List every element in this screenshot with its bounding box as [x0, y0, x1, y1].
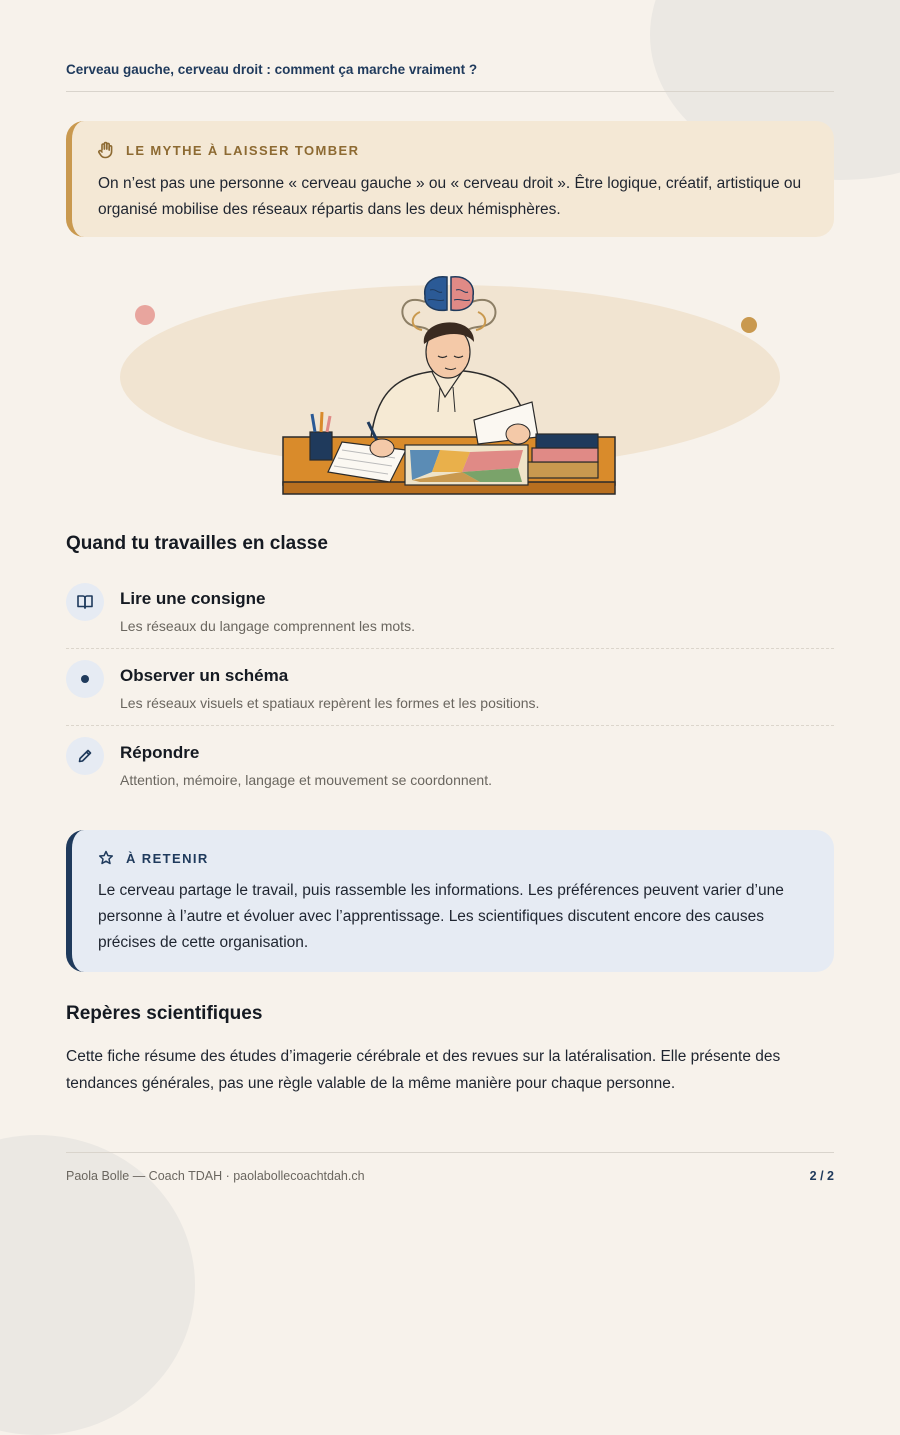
list-item [66, 660, 834, 737]
list-item [66, 583, 834, 660]
dot-icon [66, 660, 104, 698]
book-icon [66, 583, 104, 621]
page-header [66, 62, 834, 77]
list-item [66, 737, 834, 814]
hand-icon [98, 141, 114, 159]
header-divider [66, 91, 834, 92]
item-title: Lire une consigne [120, 589, 266, 608]
item-divider [66, 725, 834, 726]
footer-divider [66, 1152, 834, 1153]
item-description: Les réseaux visuels et spatiaux repèrent les formes et les positions. [120, 695, 540, 711]
page-title: Cerveau gauche, cerveau droit : comment ça marche vraiment ? [66, 62, 478, 77]
student-illustration [120, 272, 780, 502]
retain-callout [66, 830, 834, 972]
myth-callout [66, 121, 834, 237]
item-description: Les réseaux du langage comprennent les mots. [120, 618, 415, 634]
item-divider [66, 648, 834, 649]
item-description: Attention, mémoire, langage et mouvement se coordonnent. [120, 772, 492, 788]
footer-credit: Paola Bolle — Coach TDAH · paolabollecoachtdah.ch [66, 1169, 365, 1183]
item-title: Répondre [120, 743, 200, 762]
section-title-reperes: Repères scientifiques [66, 1003, 263, 1024]
retain-heading-text: À RETENIR [126, 850, 209, 866]
reperes-paragraph: Cette fiche résume des études d’imagerie cérébrale et des revues sur la latéralisation. Elle présente des tendances générales, pas une règle valable de la même manière pour chaque personne. [66, 1048, 781, 1092]
section-title-classe: Quand tu travailles en classe [66, 533, 328, 554]
item-title: Observer un schéma [120, 666, 289, 685]
myth-heading-text: LE MYTHE À LAISSER TOMBER [126, 142, 360, 158]
myth-callout-body: On n’est pas une personne « cerveau gauche » ou « cerveau droit ». Être logique, créatif, artistique ou organisé mobilise des réseaux répartis dans les deux hémisphères. [98, 175, 802, 218]
myth-callout-heading [98, 141, 808, 159]
retain-callout-body: Le cerveau partage le travail, puis rassemble les informations. Les préférences peuvent varier d’une personne à l’autre et évoluer avec l’apprentissage. Les scientifiques discutent encore des causes précises de cette organisation. [98, 882, 784, 951]
page-number: 2 / 2 [809, 1169, 834, 1183]
pencil-icon [66, 737, 104, 775]
star-icon [98, 850, 114, 866]
retain-callout-heading [98, 850, 808, 866]
